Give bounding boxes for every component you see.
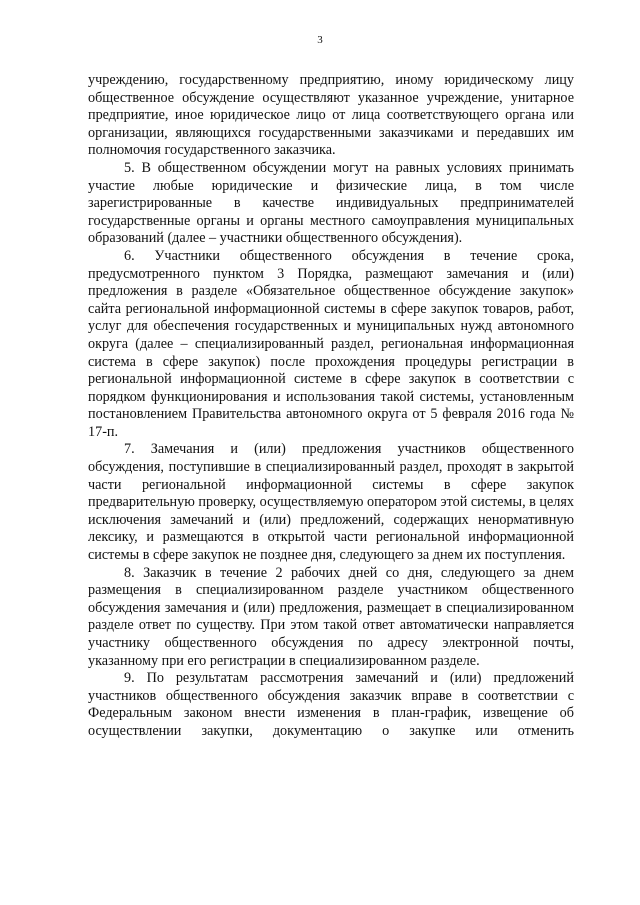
document-body (88, 72, 574, 741)
paragraph-4-continuation: учреждению, государственному предприятию, иному юридическому лицу общественное обсуждение осуществляют указанное учреждение, унитарное предприятие, иное юридическое лицо от лица соответствующего органа или организации, являющихся государственными заказчиками и передавших им полномочия государственного заказчика. (88, 72, 574, 159)
paragraph-6: 6. Участники общественного обсуждения в течение срока, предусмотренного пунктом 3 Порядка, размещают замечания и (или) предложения в разделе «Обязательное общественное обсуждение закупок» сайта региональной информационной системы в сфере закупок товаров, работ, услуг для обеспечения государственных и муниципальных нужд автономного округа (далее – специализированный раздел, региональная информационная система в сфере закупок) после прохождения процедуры регистрации в региональной информационной системе в сфере закупок в соответствии с порядком функционирования и использования такой системы, установленным постановлением Правительства автономного округа от 5 февраля 2016 года № 17-п. (88, 247, 574, 440)
paragraph-5: 5. В общественном обсуждении могут на равных условиях принимать участие любые юридические и физические лица, в том числе зарегистрированные в качестве индивидуальных предпринимателей государственные органы и органы местного самоуправления муниципальных образований (далее – участники общественного обсуждения). (88, 159, 574, 247)
page-number: 3 (317, 34, 323, 46)
paragraph-7: 7. Замечания и (или) предложения участников общественного обсуждения, поступившие в специализированный раздел, проходят в закрытой части региональной информационной системы в сфере закупок предварительную проверку, осуществляемую оператором этой системы, в целях исключения замечаний и (или) предложений, содержащих ненормативную лексику, и размещаются в открытой части региональной информационной системы в сфере закупок не позднее дня, следующего за днем их поступления. (88, 441, 575, 564)
paragraph-8: 8. Заказчик в течение 2 рабочих дней со дня, следующего за днем размещения в специализированном разделе участником общественного обсуждения замечания и (или) предложения, размещает в специализированном разделе ответ по существу. При этом такой ответ автоматически направляется участнику общественного обсуждения по адресу электронной почты, указанному при его регистрации в специализированном разделе. (88, 564, 574, 669)
paragraph-9: 9. По результатам рассмотрения замечаний и (или) предложений участников общественного обсуждения заказчик вправе в соответствии с Федеральным законом внести изменения в план-график, извещение об осуществлении закупки, документацию о закупке или отменить (88, 670, 574, 739)
